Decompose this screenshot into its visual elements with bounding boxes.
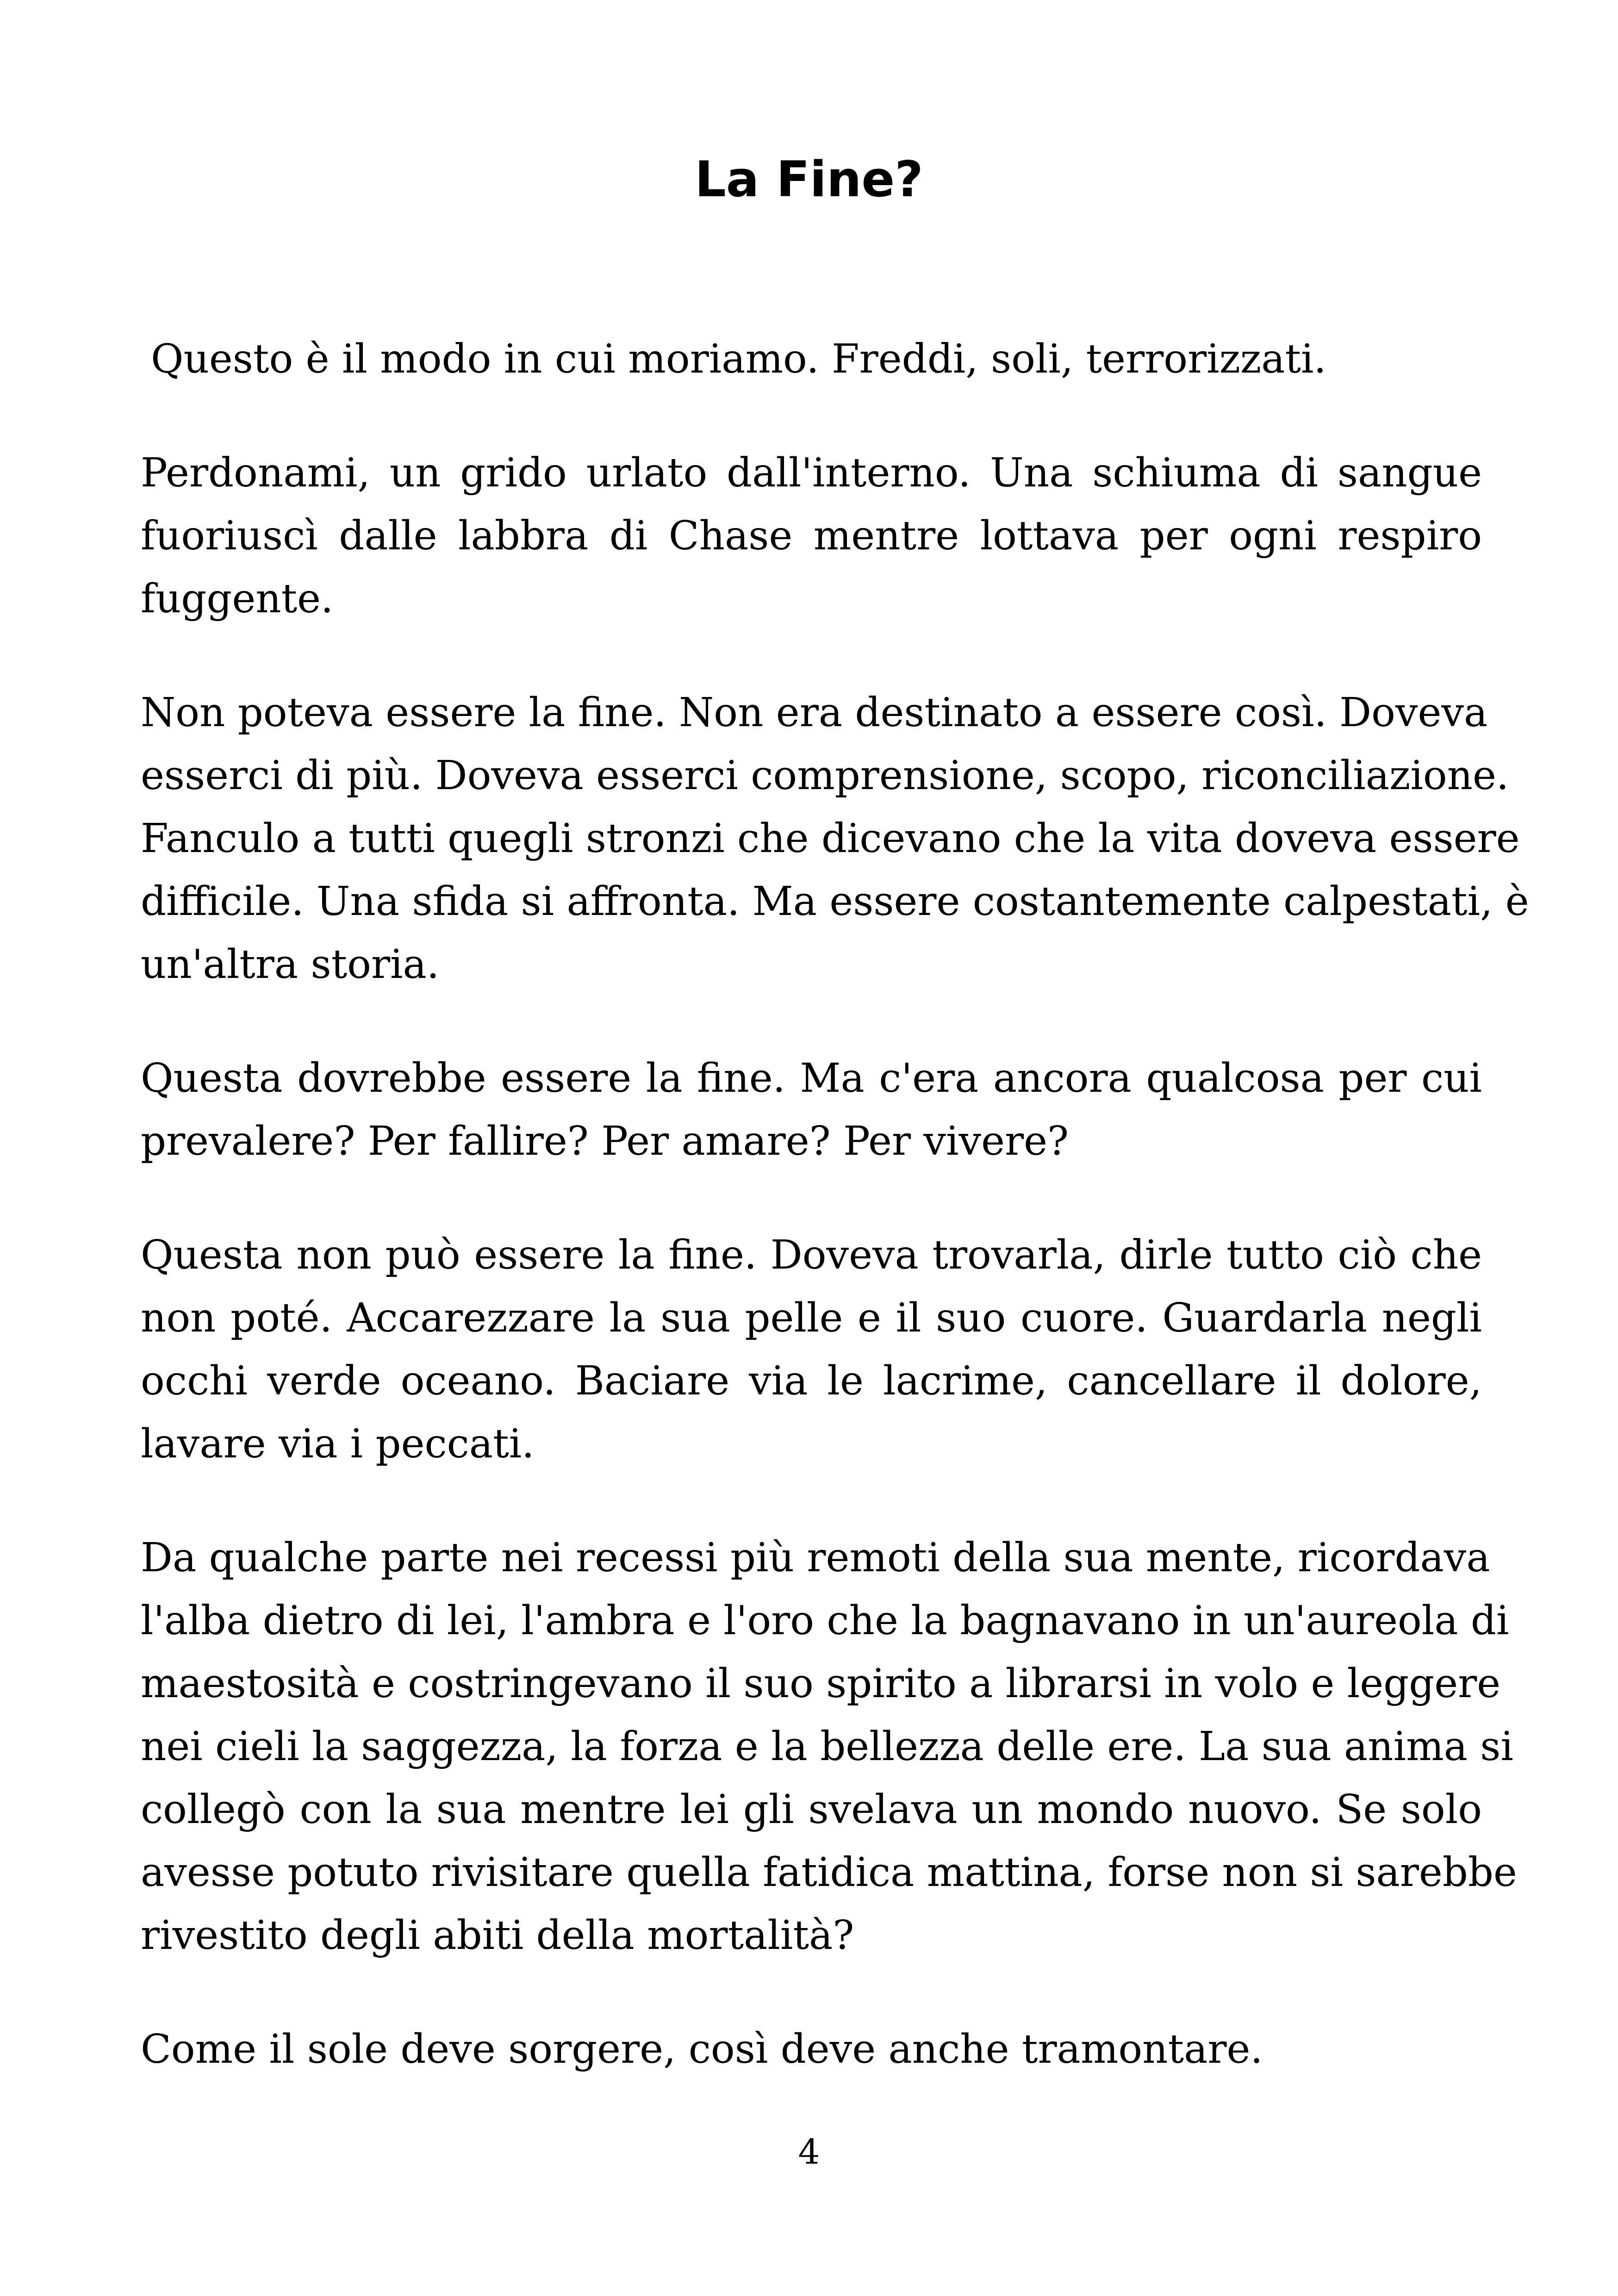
paragraph	[141, 1047, 1482, 1173]
paragraph	[141, 328, 1482, 391]
text-line: rivestito degli abiti della mortalità?	[141, 1912, 854, 1959]
page-title: La Fine?	[695, 151, 923, 208]
text-line: avesse potuto rivisitare quella fatidica mattina, forse non si sarebbe	[141, 1849, 1517, 1896]
text-line: l'alba dietro di lei, l'ambra e l'oro che la bagnavano in un'aureola di	[141, 1598, 1509, 1644]
paragraph	[141, 442, 1482, 630]
text-line: lavare via i peccati.	[141, 1421, 535, 1467]
text-line: Questo è il modo in cui moriamo. Freddi, soli, terrorizzati.	[151, 336, 1326, 382]
text-line: maestosità e costringevano il suo spirito a librarsi in volo e leggere	[141, 1661, 1501, 1707]
text-line: Fanculo a tutti quegli stronzi che dicevano che la vita doveva essere	[141, 815, 1520, 862]
paragraph	[141, 1224, 1482, 1475]
body-text	[141, 328, 1529, 2132]
text-line: Questa dovrebbe essere la fine. Ma c'era ancora qualcosa per cui	[141, 1055, 1482, 1101]
text-line: fuoriuscì dalle labbra di Chase mentre lottava per ogni respiro	[141, 513, 1482, 559]
text-line: Perdonami, un grido urlato dall'interno. Una schiuma di sangue	[141, 450, 1482, 496]
text-line: fuggente.	[141, 576, 334, 622]
text-line: Questa non può essere la fine. Doveva trovarla, dirle tutto ciò che	[141, 1232, 1482, 1278]
text-line: Non poteva essere la fine. Non era destinato a essere così. Doveva	[141, 690, 1488, 736]
paragraph	[141, 681, 1529, 996]
text-line: prevalere? Per fallire? Per amare? Per vivere?	[141, 1118, 1069, 1164]
text-line: Da qualche parte nei recessi più remoti della sua mente, ricordava	[141, 1535, 1490, 1581]
text-line: nei cieli la saggezza, la forza e la bellezza delle ere. La sua anima si	[141, 1724, 1513, 1770]
paragraph	[141, 1526, 1517, 1967]
text-line: non poté. Accarezzare la sua pelle e il suo cuore. Guardarla negli	[141, 1295, 1482, 1341]
page-number: 4	[798, 2132, 820, 2172]
text-line: occhi verde oceano. Baciare via le lacrime, cancellare il dolore,	[141, 1358, 1482, 1404]
text-line: Come il sole deve sorgere, così deve anche tramontare.	[141, 2026, 1263, 2072]
text-line: difficile. Una sfida si affronta. Ma essere costantemente calpestati, è	[141, 878, 1529, 925]
text-line: collegò con la sua mentre lei gli svelava un mondo nuovo. Se solo	[141, 1786, 1482, 1833]
text-line: esserci di più. Doveva esserci comprensione, scopo, riconciliazione.	[141, 753, 1509, 799]
text-line: un'altra storia.	[141, 941, 440, 988]
paragraph	[141, 2018, 1482, 2081]
